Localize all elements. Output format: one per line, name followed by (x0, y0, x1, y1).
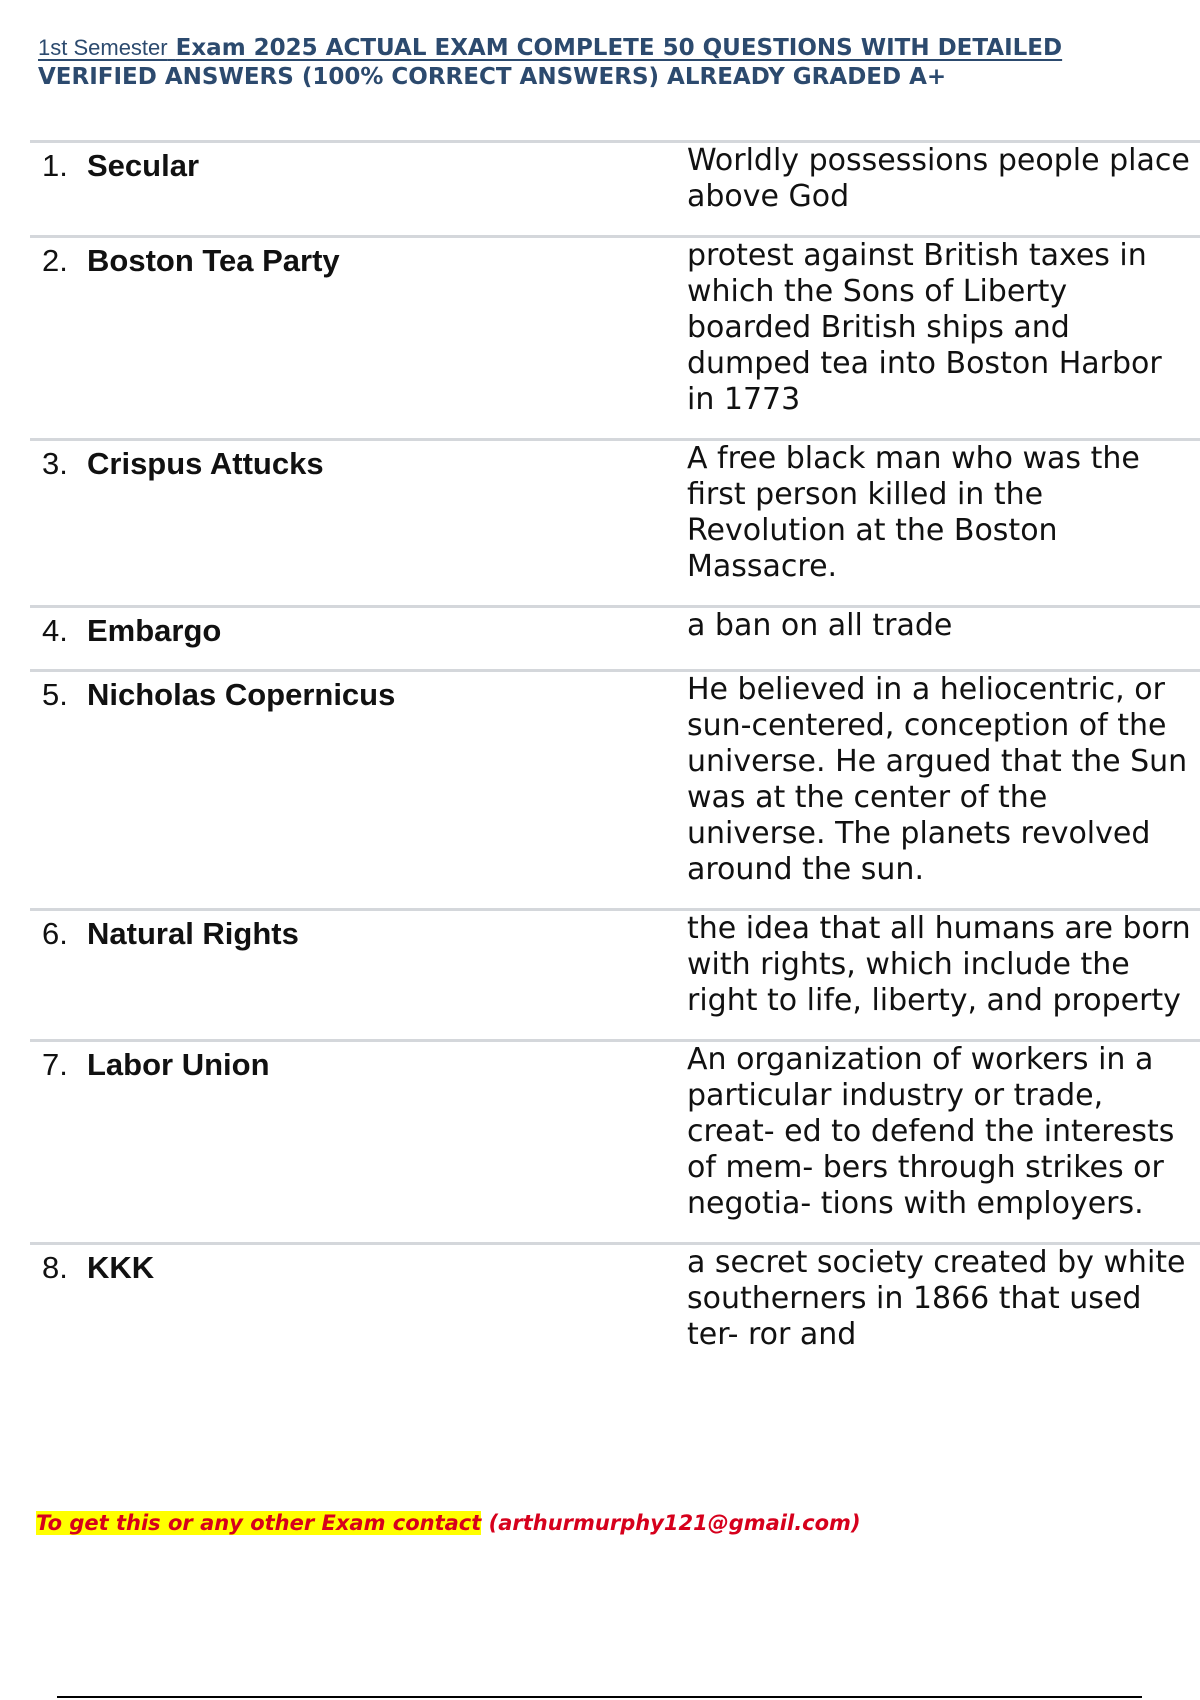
question-term: Natural Rights (87, 910, 687, 1041)
question-row-8 (30, 1244, 1200, 1354)
title-prefix: 1st Semester (38, 35, 168, 60)
contact-banner (36, 1510, 861, 1537)
question-number: 3. (30, 440, 87, 607)
question-row-2 (30, 237, 1200, 440)
question-term: Secular (87, 142, 687, 237)
question-term: Labor Union (87, 1041, 687, 1244)
document-header (38, 33, 1138, 92)
question-definition: a ban on all trade (687, 607, 1200, 671)
question-number: 2. (30, 237, 87, 440)
question-number: 7. (30, 1041, 87, 1244)
question-definition: Worldly possessions people place above God (687, 142, 1200, 237)
question-table (30, 140, 1200, 1353)
question-term: Nicholas Copernicus (87, 671, 687, 910)
question-definition: An organization of workers in a particular industry or trade, creat- ed to defend the interests of mem- bers through strikes or negotia- tions with employers. (687, 1041, 1200, 1244)
title-line-1 (38, 33, 1138, 63)
question-term: KKK (87, 1250, 155, 1285)
question-row-1 (30, 142, 1200, 237)
question-term: Boston Tea Party (87, 237, 687, 440)
question-number: 4. (30, 607, 87, 671)
question-row-4 (30, 607, 1200, 671)
question-definition: protest against British taxes in which the Sons of Liberty boarded British ships and dumped tea into Boston Harbor in 1773 (687, 237, 1200, 440)
question-number: 8. (42, 1250, 68, 1285)
question-term: Embargo (87, 607, 687, 671)
question-number: 1. (30, 142, 87, 237)
contact-prompt: To get this or any other Exam contact (36, 1511, 482, 1535)
question-definition: He believed in a heliocentric, or sun-centered, conception of the universe. He argued that the Sun was at the center of the universe. The planets revolved around the sun. (687, 671, 1200, 910)
question-row-6 (30, 910, 1200, 1041)
title-main: Exam 2025 ACTUAL EXAM COMPLETE 50 QUESTIONS WITH DETAILED (175, 35, 1063, 61)
question-definition: A free black man who was the first person killed in the Revolution at the Boston Massacre. (687, 440, 1200, 607)
question-row-3 (30, 440, 1200, 607)
question-term: Crispus Attucks (87, 440, 687, 607)
question-definition: the idea that all humans are born with rights, which include the right to life, liberty, and property (687, 910, 1200, 1041)
question-definition: a secret society created by white southerners in 1866 that used ter- ror and (687, 1245, 1186, 1352)
question-row-5 (30, 671, 1200, 910)
question-number: 6. (30, 910, 87, 1041)
question-row-7 (30, 1041, 1200, 1244)
question-number: 5. (30, 671, 87, 910)
footer-divider (57, 1696, 1142, 1698)
contact-email[interactable]: (arthurmurphy121@gmail.com) (488, 1511, 861, 1535)
title-line-2: VERIFIED ANSWERS (100% CORRECT ANSWERS) ALREADY GRADED A+ (38, 64, 947, 90)
